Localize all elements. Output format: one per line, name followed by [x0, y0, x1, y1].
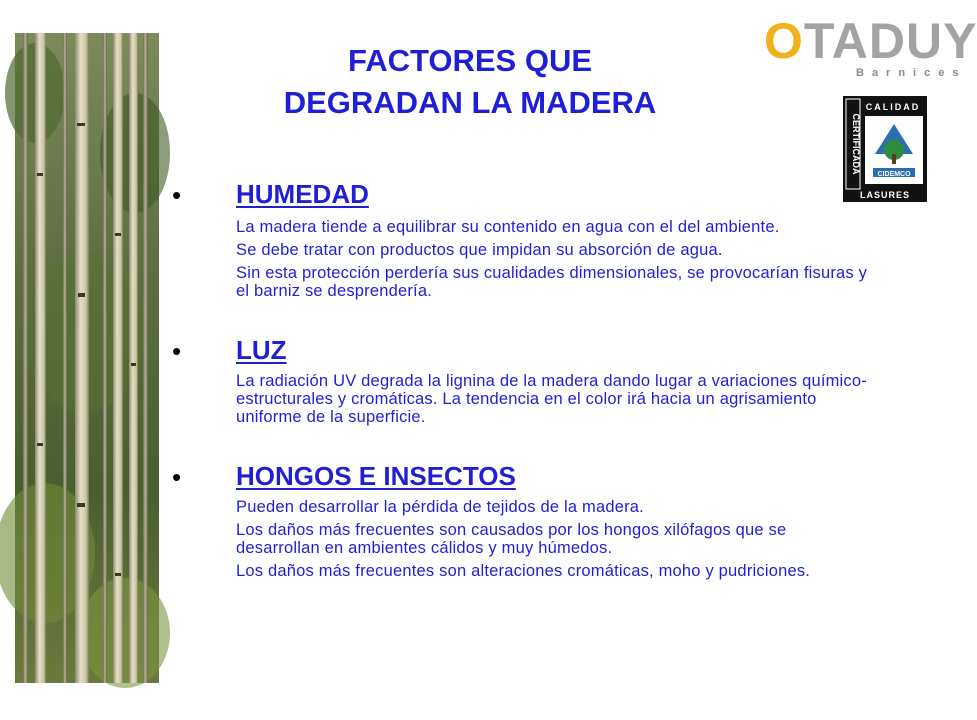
section-paragraph: Sin esta protección perdería sus cualidades dimensionales, se provocarían fisuras y el barniz se desprendería.: [236, 264, 868, 300]
title-line-1: FACTORES QUE: [347, 43, 593, 78]
logo-wordmark: OTADUY: [764, 13, 977, 69]
section-humedad: [170, 178, 870, 300]
section-paragraph: Pueden desarrollar la pérdida de tejidos de la madera.: [236, 498, 644, 516]
bullet: •: [172, 180, 182, 210]
section-paragraph: Los daños más frecuentes son alteraciones cromáticas, moho y pudriciones.: [236, 562, 811, 580]
svg-text:LASURES: LASURES: [859, 190, 911, 200]
svg-text:CIDEMCO: CIDEMCO: [877, 171, 911, 178]
logo-subtitle: Barnices: [856, 67, 967, 79]
bullet: •: [172, 336, 182, 366]
title-line-2: DEGRADAN LA MADERA: [283, 85, 657, 120]
section-heading: HONGOS E INSECTOS: [236, 461, 516, 491]
section-heading: HUMEDAD: [236, 179, 369, 209]
section-paragraph: La radiación UV degrada la lignina de la madera dando lugar a variaciones químico-estructurales y cromáticas. La tendencia en el color irá hacia un agrisamiento uniforme de la superficie.: [236, 372, 867, 426]
section-luz: [170, 334, 870, 426]
content: [170, 178, 870, 580]
svg-text:CALIDAD: CALIDAD: [865, 102, 921, 112]
bullet: •: [172, 462, 182, 492]
section-paragraph: Se debe tratar con productos que impidan su absorción de agua.: [236, 241, 723, 259]
section-hongos-insectos: [170, 460, 870, 580]
page-title: [200, 40, 740, 124]
section-paragraph: Los daños más frecuentes son causados por los hongos xilófagos que se desarrollan en ambientes cálidos y muy húmedos.: [236, 521, 787, 557]
section-heading: LUZ: [236, 335, 287, 365]
section-paragraph: La madera tiende a equilibrar su contenido en agua con el del ambiente.: [236, 218, 780, 236]
forest-photo: [15, 33, 159, 683]
svg-text:CERTIFICADA: CERTIFICADA: [851, 113, 861, 175]
otaduy-logo: [764, 12, 977, 80]
